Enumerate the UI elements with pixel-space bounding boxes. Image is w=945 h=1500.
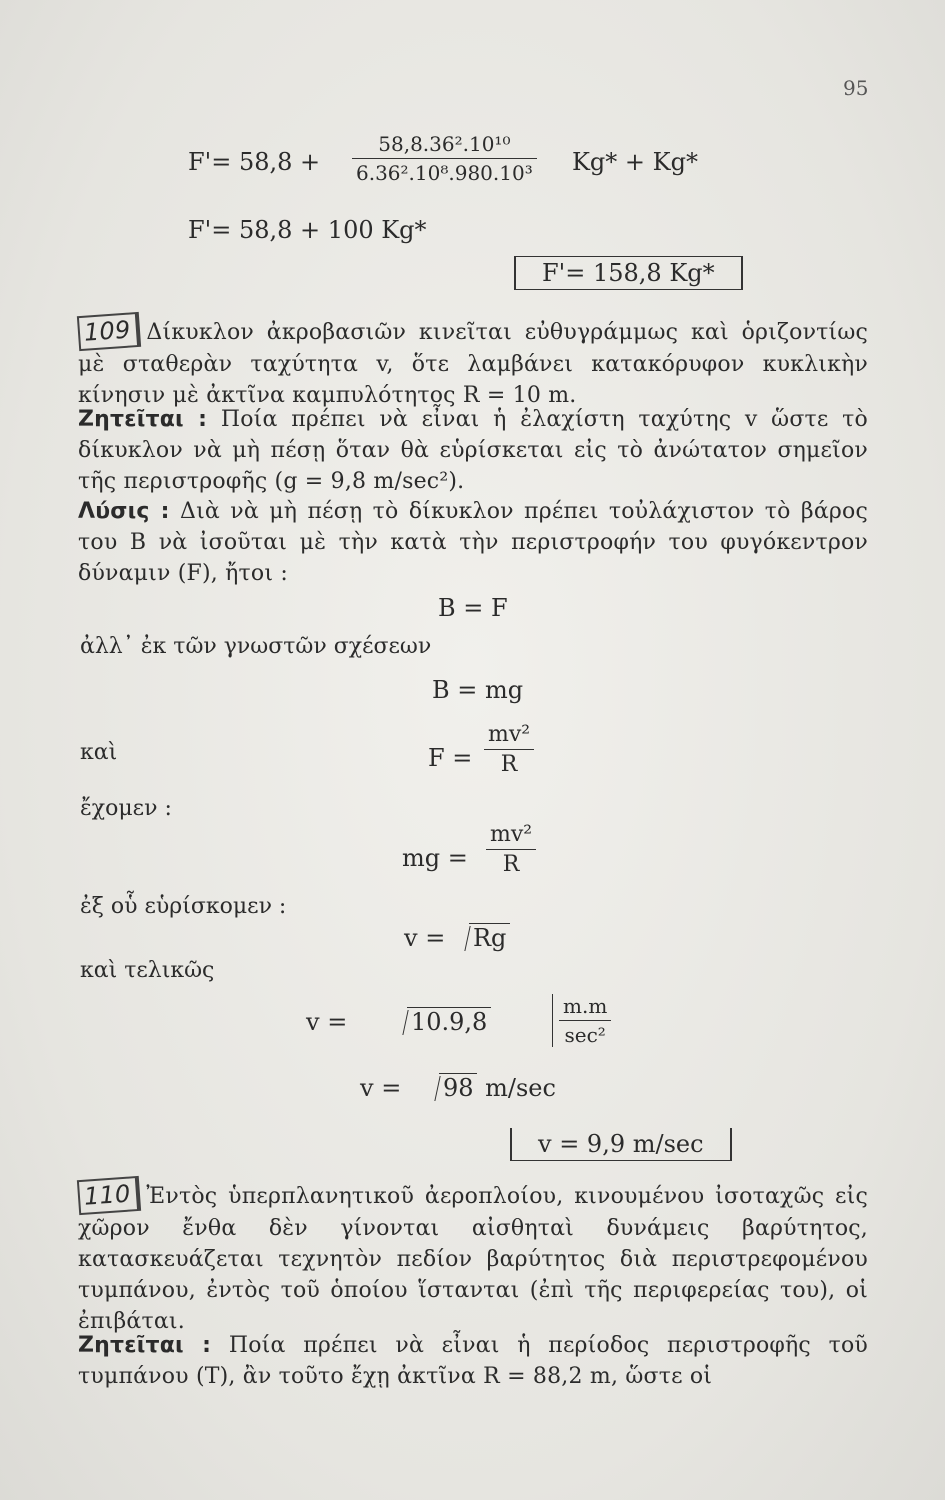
fraction-numerator: 58,8.36².10¹⁰ bbox=[378, 132, 511, 156]
fraction-bar bbox=[559, 1020, 611, 1021]
fraction-denominator: 6.36².10⁸.980.10³ bbox=[356, 161, 533, 185]
equation-v-numeric bbox=[306, 1008, 491, 1036]
problem-110-statement bbox=[78, 1178, 868, 1337]
text-and: καὶ bbox=[80, 740, 118, 765]
question-text: Ποία πρέπει νὰ εἶναι ἡ περίοδος περιστροφῆς τοῦ τυμπάνου (T), ἂν τοῦτο ἔχῃ ἀκτῖνα R = 88,2 m, ὥστε οἱ bbox=[78, 1333, 868, 1389]
fraction-bar bbox=[486, 849, 536, 850]
fraction-bar bbox=[352, 158, 537, 159]
fraction-denominator: R bbox=[500, 752, 518, 777]
problem-number-110: 110 bbox=[77, 1176, 142, 1215]
equation-b-equals-f: B = F bbox=[438, 594, 508, 622]
fraction-bar bbox=[484, 749, 534, 750]
problem-109-solution bbox=[78, 496, 868, 589]
equation-v-sqrt-rg bbox=[404, 924, 510, 952]
problem-number-109: 109 bbox=[77, 312, 142, 351]
problem-109-question bbox=[78, 404, 868, 497]
equation-f-fraction bbox=[484, 722, 534, 777]
formula-line1-rhs: Kg* + Kg* bbox=[572, 148, 698, 176]
equation-mg-fraction bbox=[486, 822, 536, 877]
equation-mg-lhs: mg = bbox=[402, 844, 468, 872]
sqrt-sign bbox=[453, 924, 510, 952]
formula-line1-fraction bbox=[352, 132, 537, 185]
text-known-relations: ἀλλ᾽ ἐκ τῶν γνωστῶν σχέσεων bbox=[80, 634, 432, 659]
page-number: 95 bbox=[843, 76, 869, 100]
solution-label: Λύσις : bbox=[78, 499, 170, 524]
equation-lhs: v = bbox=[404, 924, 446, 952]
problem-110-text: Ἐντὸς ὑπερπλανητικοῦ ἀεροπλοίου, κινουμένου ἰσοταχῶς εἰς χῶρον ἔνθα δὲν γίνονται αἰσθηταὶ δυνάμεις βαρύτητος, κατασκευάζεται τεχνητὸν πεδίον βαρύτητος διὰ περιστρεφομένου τυμπάνου, ἐντὸς τοῦ ὁποίου ἵστανται (ἐπὶ τῆς περιφερείας του), οἱ ἐπιβάται. bbox=[78, 1184, 868, 1334]
fraction-numerator: mv² bbox=[490, 822, 533, 847]
question-text: Ποία πρέπει νὰ εἶναι ἡ ἐλαχίστη ταχύτης v ὥστε τὸ δίκυκλον νὰ μὴ πέσῃ ὅταν θὰ εὑρίσκεται εἰς τὸ ἀνώτατον σημεῖον τῆς περιστροφῆς (g = 9,8 m/sec²). bbox=[78, 407, 868, 494]
units-numerator: m.m bbox=[563, 994, 608, 1018]
problem-109-text: Δίκυκλον ἀκροβασιῶν κινεῖται εὐθυγράμμως καὶ ὁριζοντίως μὲ σταθερὰν ταχύτητα v, ὅτε λαμβάνει κατακόρυφον κυκλικὴν κίνησιν μὲ ἀκτῖνα καμπυλότητος R = 10 m. bbox=[78, 320, 868, 408]
question-label: Ζητεῖται : bbox=[78, 1333, 212, 1358]
units-denominator: sec² bbox=[564, 1023, 606, 1047]
fraction-numerator: mv² bbox=[488, 722, 531, 747]
sqrt-sign bbox=[423, 1074, 478, 1102]
units-fraction bbox=[552, 994, 611, 1047]
boxed-result-force: F'= 158,8 Kg* bbox=[514, 256, 743, 290]
formula-line1-lhs: F'= 58,8 + bbox=[188, 148, 321, 176]
formula-line2: F'= 58,8 + 100 Kg* bbox=[188, 216, 427, 244]
radicand: 10.9,8 bbox=[407, 1007, 491, 1036]
equation-lhs: v = bbox=[306, 1008, 348, 1036]
equation-b-equals-mg: B = mg bbox=[432, 676, 524, 704]
radicand: 98 bbox=[439, 1073, 478, 1102]
sqrt-sign bbox=[391, 1008, 491, 1036]
boxed-result-velocity: v = 9,9 m/sec bbox=[510, 1128, 732, 1161]
solution-text: Διὰ νὰ μὴ πέσῃ τὸ δίκυκλον πρέπει τοὐλάχιστον τὸ βάρος του B νὰ ἰσοῦται μὲ τὴν κατὰ τὴν περιστροφήν του φυγόκεντρον δύναμιν (F), ἤτοι : bbox=[78, 499, 868, 586]
text-from-which: ἐξ οὗ εὑρίσκομεν : bbox=[80, 894, 287, 919]
question-label: Ζητεῖται : bbox=[78, 407, 208, 432]
fraction-denominator: R bbox=[502, 852, 520, 877]
text-finally: καὶ τελικῶς bbox=[80, 958, 215, 983]
problem-110-question bbox=[78, 1330, 868, 1392]
radicand: Rg bbox=[469, 923, 510, 952]
units: m/sec bbox=[485, 1074, 556, 1102]
equation-lhs: v = bbox=[360, 1074, 402, 1102]
equation-v-sqrt-98 bbox=[360, 1074, 556, 1102]
problem-109-statement bbox=[78, 314, 868, 411]
equation-f-lhs: F = bbox=[428, 744, 473, 772]
text-we-have: ἔχομεν : bbox=[80, 796, 172, 821]
